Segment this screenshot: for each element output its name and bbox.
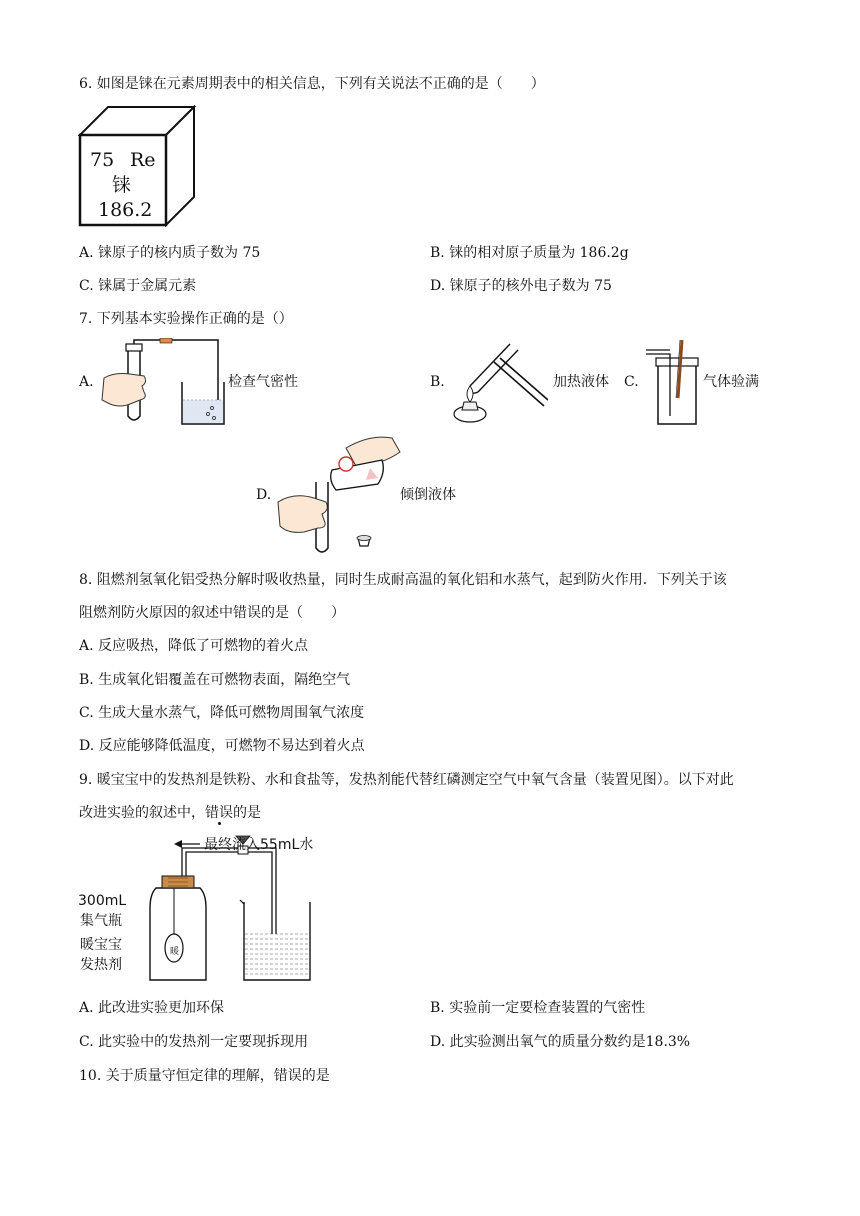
q7-stem: 7. 下列基本实验操作正确的是（）: [79, 311, 293, 327]
airtightness-check-figure: [100, 338, 225, 432]
q9-option-c: C. 此实验中的发热剂一定要现拆现用: [79, 1034, 309, 1050]
q8-stem-line1: 8. 阻燃剂氢氧化铝受热分解时吸收热量，同时生成耐高温的氧化铝和水蒸气，起到防火作用．下列关于该: [79, 572, 727, 588]
q6-option-d: D. 铼原子的核外电子数为 75: [430, 278, 612, 294]
q9-stem-line1: 9. 暖宝宝中的发热剂是铁粉、水和食盐等，发热剂能代替红磷测定空气中氧气含量（装置见图）。以下对此: [79, 772, 734, 788]
q8-stem-line2: 阻燃剂防火原因的叙述中错误的是（ ）: [79, 605, 345, 621]
oxygen-measurement-apparatus: [78, 832, 338, 984]
q9-stem-emphasis: 错误: [205, 805, 233, 821]
q7-option-d-letter: D.: [256, 487, 272, 503]
q9-stem-line2: [79, 804, 261, 822]
q7-option-a-label: 检查气密性: [228, 374, 298, 390]
heater-label-2: 发热剂: [80, 957, 122, 973]
q8-option-c: C. 生成大量水蒸气，降低可燃物周围氧气浓度: [79, 705, 365, 721]
svg-text:暖: 暖: [170, 947, 180, 957]
tile-atomic-number: 75: [90, 149, 115, 171]
q7-option-b-letter: B.: [430, 374, 445, 390]
q7-option-d-label: 倾倒液体: [400, 487, 456, 503]
heating-liquid-figure: [448, 336, 548, 430]
q9-option-d: D. 此实验测出氧气的质量分数约是18.3%: [430, 1034, 691, 1050]
bottle-volume-label: 300mL: [78, 893, 127, 909]
q9-stem-pre: 改进实验的叙述中，: [79, 805, 205, 821]
q6-option-c: C. 铼属于金属元素: [79, 278, 197, 294]
q7-option-c-label: 气体验满: [703, 374, 759, 390]
gas-full-test-figure: [644, 336, 700, 432]
q9-option-a: A. 此改进实验更加环保: [79, 1000, 225, 1016]
q7-option-b-label: 加热液体: [553, 374, 609, 390]
q8-option-d: D. 反应能够降低温度，可燃物不易达到着火点: [79, 738, 365, 754]
q9-stem-post: 的是: [233, 805, 261, 821]
q8-option-b: B. 生成氧化铝覆盖在可燃物表面，隔绝空气: [79, 672, 351, 688]
inflow-arrow-label: 最终流入55mL水: [204, 837, 314, 853]
q6-option-a: A. 铼原子的核内质子数为 75: [79, 245, 261, 261]
tile-element-name: 铼: [112, 174, 132, 196]
q6-option-b: B. 铼的相对原子质量为 186.2g: [430, 245, 629, 261]
q7-option-a-letter: A.: [79, 374, 94, 390]
tile-atomic-mass: 186.2: [98, 199, 153, 221]
q7-option-c-letter: C.: [624, 374, 639, 390]
element-tile-re: [78, 103, 198, 231]
q8-option-a: A. 反应吸热，降低了可燃物的着火点: [79, 638, 309, 654]
heater-label-1: 暖宝宝: [80, 937, 122, 953]
tile-symbol: Re: [130, 149, 156, 171]
q10-stem: 10. 关于质量守恒定律的理解，错误的是: [79, 1068, 330, 1084]
q6-stem: 6. 如图是铼在元素周期表中的相关信息，下列有关说法不正确的是（ ）: [79, 76, 545, 92]
bottle-name-label: 集气瓶: [80, 913, 122, 929]
q9-option-b: B. 实验前一定要检查装置的气密性: [430, 1000, 646, 1016]
pouring-liquid-figure: [274, 432, 404, 560]
